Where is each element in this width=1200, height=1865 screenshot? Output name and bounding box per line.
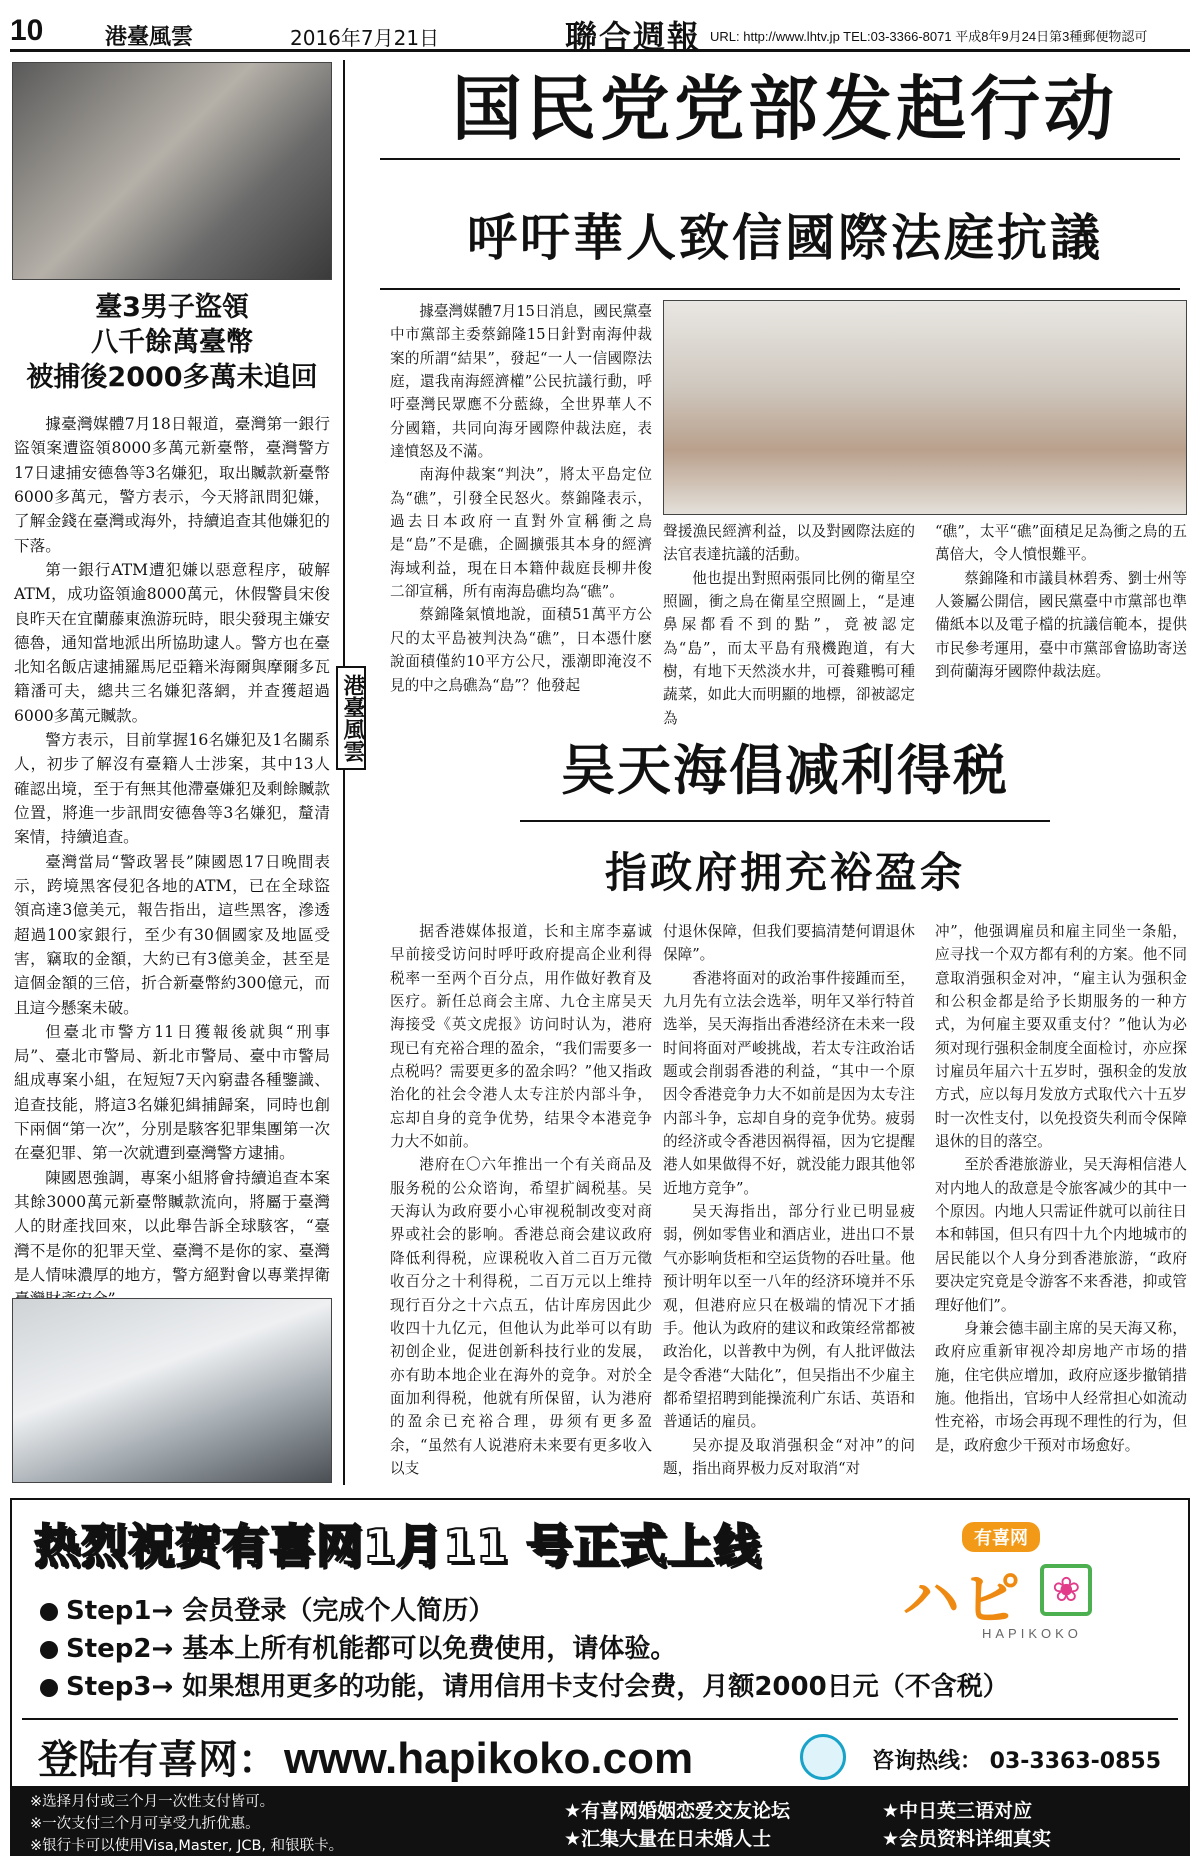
paragraph: 至於香港旅游业，吴天海相信港人对内地人的敌意是令旅客减少的其中一个原因。内地人只需证件就可以前往日本和韩国，但只有四十九个内地城市的居民能以个人身分到香港旅游，“政府要决定究竟是令游客不来香港，抑或管理好他们”。 (935, 1156, 1187, 1314)
left-article-headline (12, 290, 332, 395)
paragraph: 吴亦提及取消强积金“对冲”的问题，指出商界极力反对取消“对 (663, 1436, 915, 1477)
arrest-photo (12, 62, 332, 280)
step-text: Step1→ 会员登录（完成个人简历） (66, 1596, 495, 1626)
article1-column-3 (935, 520, 1187, 683)
paragraph: 吴天海指出，部分行业已明显疲弱，例如零售业和酒店业，进出口不景气亦影响货柜和空运货物的吞吐量。他预计明年以至一八年的经济环境并不乐观，但港府应只在极端的情况下才插手。他认为政府的建议和政策经常都被政治化，以普教中为例，有人批评做法是令香港“大陆化”，但吴指出不少雇主都希望招聘到能操流利广东话、英语和普通话的雇员。 (663, 1203, 915, 1431)
left-headline-line: 臺3男子盜領 (95, 292, 249, 323)
article2-column-1 (390, 920, 652, 1480)
rule (520, 820, 1050, 822)
left-article-body (14, 412, 330, 1312)
paragraph: 臺灣當局“警政署長”陳國恩17日晚間表示，跨境黑客侵犯各地的ATM，已在全球盜領高達3億美元，報告指出，這些黑客，滲透超過100家銀行，至少有30個國家及地區受害，竊取的金額，大約已有3億美金，甚至是這個金額的三倍，折合新臺幣約300億元，而且這今懸案未破。 (14, 852, 330, 1017)
article2-column-3 (935, 920, 1187, 1457)
page-number: 10 (10, 14, 44, 47)
paragraph: 第一銀行ATM遭犯嫌以惡意程序，破解ATM，成功盜領逾8000萬元，休假警員宋俊良昨天在宜蘭藤東漁游玩時，眼尖發現主嫌安德魯，通知當地派出所協助逮人。警方也在臺北知名飯店逮捕羅馬尼亞籍米海爾與摩爾多瓦籍潘可夫，總共三名嫌犯落網，并查獲超過6000多萬元贓款。 (14, 560, 330, 725)
publication-date: 2016年7月21日 (290, 26, 440, 50)
paragraph: 据香港媒体报道，长和主席李嘉诚早前接受访问时呼吁政府提高企业利得税率一至两个百分点，用作做好教育及医疗。新任总商会主席、九仓主席吴天海接受《英文虎报》访问时认为，港府现已有充裕合理的盈余，“我们需要多一点税吗？需要更多的盈余吗？”他又指政治化的社会令港人太专注於内部斗争，忘却自身的竞争优势，结果令本港竞争力大不如前。 (390, 923, 652, 1151)
paragraph: 香港将面对的政治事件接踵而至，九月先有立法会选举，明年又举行特首选举，吴天海指出香港经济在未来一段时间将面对严峻挑战，若太专注政治话题或会削弱香港的利益，“其中一个原因令香港竞争力大不如前是因为太专注内部斗争，忘却自身的竞争优势。疲弱的经济或令香港因祸得福，因为它提醒港人如果做得不好，就没能力跟其他邻近地方竞争”。 (663, 969, 915, 1197)
clover-glyph: ❀ (1052, 1570, 1081, 1610)
page-header (10, 12, 1190, 56)
masthead: 聯合週報 (565, 18, 702, 56)
section-vertical-label: 港臺風雲 (336, 666, 366, 770)
paragraph: 警方表示，目前掌握16名嫌犯及1名關系人，初步了解沒有臺籍人士涉案，其中13人確認出境，至于有無其他滯臺嫌犯及剩餘贓款位置，將進一步訊問安德魯等3名嫌犯，釐清案情，持續追查。 (14, 731, 330, 847)
clover-icon (1040, 1564, 1092, 1616)
paragraph: 冲”，他强调雇员和雇主同坐一条船，应寻找一个双方都有利的方案。他不同意取消强积金对冲，“雇主认为强积金和公积金都是给予长期服务的一种方式，为何雇主要双重支付？”他认为必须对现行强积金制度全面检讨，亦应探讨雇员年届六十五岁时，强积金的发放方式，应以每月发放方式取代六十五岁时一次性支付，以免投资失利而令保障退休的目的落空。 (935, 923, 1187, 1151)
hotline: 咨询热线： 03-3363-0855 (872, 1749, 1161, 1774)
logo-subtitle: HAPIKOKO (982, 1626, 1082, 1641)
step-item (40, 1666, 1009, 1703)
article1-column-1 (390, 300, 652, 697)
bullet-icon (40, 1603, 58, 1621)
payment-note: ※银行卡可以使用Visa,Master, JCB, 和银联卡。 (30, 1838, 344, 1854)
hand-click-icon (800, 1734, 846, 1780)
paragraph: 據臺灣媒體7月15日消息，國民黨臺中市黨部主委蔡錦隆15日針對南海仲裁案的所謂“結果”，發起“一人一信國際法庭，還我南海經濟權”公民抗議行動，呼吁臺灣民眾應不分藍綠，全世界華人不分國籍，共同向海牙國際仲裁法庭，表達憤怒及不滿。 (390, 303, 652, 461)
article2-headline: 吴天海倡减利得税 (561, 739, 1009, 802)
payment-note: ※一次支付三个月可享受九折优惠。 (30, 1816, 260, 1832)
paragraph: 身兼会德丰副主席的吴天海又称，政府应重新审视冷却房地产市场的措施，住宅供应增加，政府应逐步撤销措施。他指出，官场中人经常担心如流动性充裕，市场会再现不理性的行为，但是，政府愈少干预对市场愈好。 (935, 1319, 1187, 1454)
paragraph: 但臺北市警方11日獲報後就與“刑事局”、臺北市警局、新北市警局、臺中市警局組成專案小組，在短短7天內窮盡各種鑒識、追查技能，將這3名嫌犯緝捕歸案，同時也創下兩個“第一次”，分別是駭客犯罪集團第一次在臺犯罪、第一次就遭到臺灣警方逮捕。 (14, 1022, 330, 1163)
ad-footer-bar (12, 1786, 1188, 1854)
logo-tag: 有喜网 (962, 1522, 1040, 1552)
article1-column-2 (663, 520, 915, 730)
step-text: Step2→ 基本上所有机能都可以免费使用，请体验。 (66, 1634, 677, 1664)
article1-headline: 国民党党部发起行动 (452, 68, 1118, 150)
step-item (40, 1590, 494, 1627)
paragraph: 港府在〇六年推出一个有关商品及服务税的公众谘询，希望扩阔税基。吴天海认为政府要小心审视税制改变对商界或社会的影响。香港总商会建议政府降低利得税，应课税收入首二百万元徵收百分之十利得税，二百万元以上维持现行百分之十六点五，估计库房因此少收四十九亿元，但他认为此举可以有助初创企业，促进创新科技行业的发展，亦有助本地企业在海外的竞争。对於全面加利得税，他就有所保留，认为港府的盈余已充裕合理，毋须有更多盈余，“虽然有人说港府未来要有更多收入以支 (390, 1156, 652, 1477)
feature-item: ★中日英三语对应 (882, 1800, 1033, 1822)
site-url-link[interactable]: www.hapikoko.com (284, 1734, 694, 1783)
advertisement (10, 1498, 1190, 1856)
paragraph: 付退休保障，但我们要搞清楚何谓退休保障”。 (663, 923, 915, 964)
hapikoko-logo (872, 1522, 1172, 1640)
logo-main-text: ハピ (902, 1565, 1023, 1633)
article2-column-2 (663, 920, 915, 1480)
paragraph: 聲援漁民經濟利益，以及對國際法庭的法官表達抗議的活動。 (663, 523, 915, 564)
article1-subhead: 呼吁華人致信國際法庭抗議 (467, 208, 1103, 267)
paragraph: “礁”，太平“礁”面積足足為衝之鳥的五萬倍大，令人憤恨難平。 (935, 523, 1187, 564)
column-divider (343, 60, 345, 1485)
ad-title: 热烈祝贺有喜网1月11 号正式上线 (34, 1519, 762, 1573)
feature-item: ★有喜网婚姻恋爱交友论坛 (564, 1800, 791, 1822)
feature-item: ★汇集大量在日未婚人士 (564, 1828, 772, 1850)
seized-cash-photo (12, 1298, 332, 1483)
site-label: 登陆有喜网： (38, 1737, 278, 1783)
bullet-icon (40, 1679, 58, 1697)
paragraph: 據臺灣媒體7月18日報道，臺灣第一銀行盜領案遭盜領8000多萬元新臺幣，臺灣警方17日逮捕安德魯等3名嫌犯，取出贓款新臺幣6000多萬元，警方表示，今天將訊問犯嫌，了解金錢在臺灣或海外，持續追查其他嫌犯的下落。 (14, 415, 330, 555)
step-text: Step3→ 如果想用更多的功能，请用信用卡支付会费，月额2000日元（不含税） (66, 1672, 1009, 1702)
site-line (38, 1728, 693, 1785)
section-name: 港臺風雲 (105, 25, 194, 50)
feature-item: ★会员资料详细真实 (882, 1828, 1052, 1850)
bullet-icon (40, 1641, 58, 1659)
rule (380, 288, 1180, 290)
left-headline-line: 八千餘萬臺幣 (91, 327, 253, 359)
paragraph: 他也提出對照兩張同比例的衛星空照圖，衝之鳥在衛星空照圖上，“是連鼻屎都看不到的點”，竟被認定為“島”，而太平島有飛機跑道，有大樹，有地下天然淡水井，可養雞鴨可種蔬菜，如此大而明顯的地標，卻被認定為 (663, 569, 915, 727)
paragraph: 陳國恩強調，專案小組將會持續追查本案其餘3000萬元新臺幣贓款流向，將屬于臺灣人的財產找回來，以此舉告訴全球駭客，“臺灣不是你的犯罪天堂、臺灣不是你的家、臺灣是人情味濃厚的地方，警方絕對會以專業捍衛 (14, 1168, 330, 1284)
paragraph: 南海仲裁案“判決”，將太平島定位為“礁”，引發全民怒火。蔡錦隆表示，過去日本政府一直對外宣稱衝之鳥是“島”不是礁，企圖擴張其本身的經濟海域利益，現在日本籍仲裁庭長柳井俊二卻宣稱，所有南海島礁均為“礁”。 (390, 466, 652, 601)
payment-note: ※选择月付或三个月一次性支付皆可。 (30, 1794, 275, 1810)
step-item (40, 1628, 676, 1665)
left-headline-line: 被捕後2000多萬未追回 (26, 362, 318, 394)
paragraph: 蔡錦隆氣憤地說，面積51萬平方公尺的太平島被判決為“礁”，日本憑什麽說面積僅約10平方公尺，漲潮即淹沒不見的中之鳥礁為“島”？他發起 (390, 606, 652, 694)
rule (380, 158, 1180, 160)
protest-photo (663, 300, 1187, 515)
header-info: URL: http://www.lhtv.jp TEL:03-3366-8071 平成8年9月24日第3種郵便物認可 (710, 29, 1148, 44)
ad-divider (22, 1718, 1178, 1720)
article2-subhead: 指政府拥充裕盈余 (604, 848, 965, 897)
paragraph: 蔡錦隆和市議員林碧秀、劉士州等人簽屬公開信，國民黨臺中市黨部也準備紙本以及電子檔的抗議信範本，提供市民參考運用，臺中市黨部會協助寄送到荷蘭海牙國際仲裁法庭。 (935, 569, 1187, 681)
